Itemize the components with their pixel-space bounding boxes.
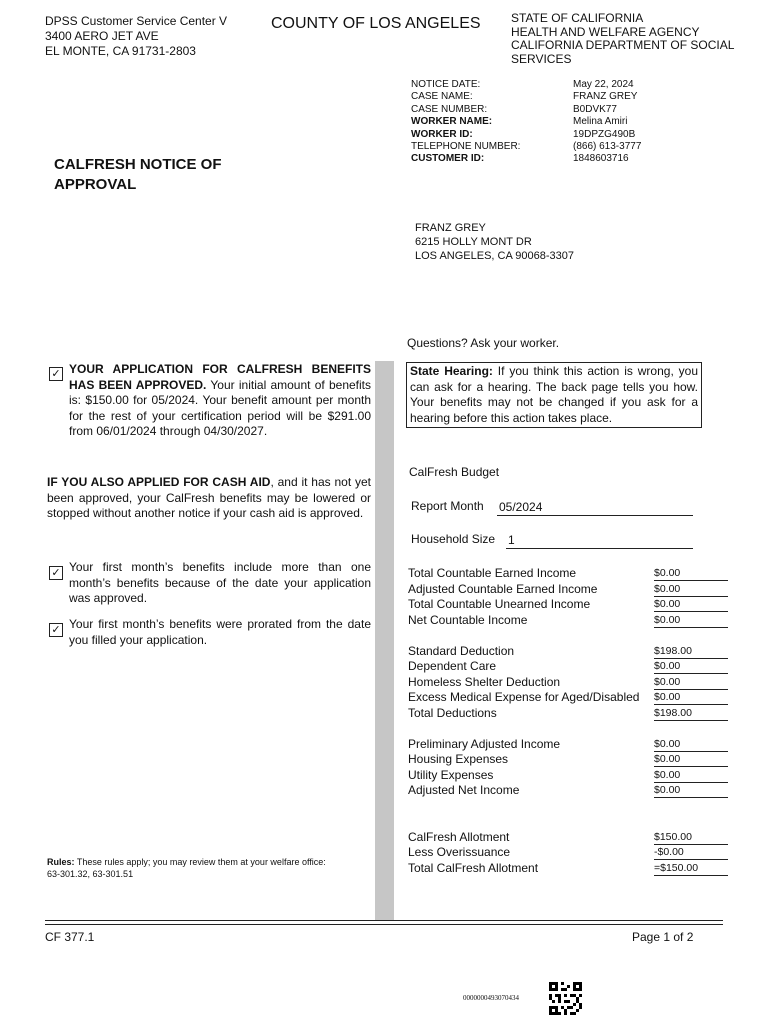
office-address (45, 14, 227, 59)
approval-text: Your initial amount of benefits is: $150.00 for 05/2024. Your benefit amount per month for the rest of your certification period will be $291.00 from 06/01/2024 through 04/30/2027. (69, 377, 371, 438)
meta-label: CUSTOMER ID: (411, 153, 485, 165)
budget-row-label: Standard Deduction (408, 644, 515, 658)
budget-row-value: $150.00 (654, 831, 728, 845)
barcode-number: 0000000493070434 (463, 994, 519, 1002)
household-size-value: 1 (506, 533, 693, 549)
budget-row-value: $0.00 (654, 753, 728, 767)
budget-row-value: $0.00 (654, 784, 728, 798)
budget-row-label: Housing Expenses (408, 752, 509, 766)
budget-row-value: $0.00 (654, 769, 728, 783)
budget-row-label: Net Countable Income (408, 613, 528, 627)
budget-row-value: $0.00 (654, 598, 728, 612)
meta-value: (866) 613-3777 (573, 141, 642, 153)
rules-line (47, 856, 326, 868)
budget-row-label: Adjusted Net Income (408, 783, 520, 797)
budget-row-label: Total Deductions (408, 706, 497, 720)
budget-row (408, 768, 728, 784)
budget-row (408, 830, 728, 846)
approval-heading: YOUR APPLICATION FOR CALFRESH BENEFITS HAS BEEN APPROVED. (69, 362, 371, 392)
meta-row-telephone (411, 141, 641, 153)
budget-row-label: Dependent Care (408, 659, 497, 673)
first-month-checkbox: ✓ (49, 566, 63, 580)
form-number: CF 377.1 (45, 930, 95, 944)
rules-heading: Rules: (47, 857, 75, 867)
budget-row-label: Homeless Shelter Deduction (408, 675, 561, 689)
rules-note (47, 856, 326, 880)
office-city: EL MONTE, CA 91731-2803 (45, 44, 196, 58)
meta-row-case-name (411, 91, 641, 103)
notice-title (54, 155, 222, 194)
county-name: COUNTY OF LOS ANGELES (271, 15, 481, 32)
budget-row-label: Preliminary Adjusted Income (408, 737, 561, 751)
notice-metadata (411, 79, 641, 166)
meta-label: TELEPHONE NUMBER: (411, 141, 521, 153)
budget-row (408, 783, 728, 799)
prorated-checkbox: ✓ (49, 623, 63, 637)
meta-value: FRANZ GREY (573, 91, 638, 103)
budget-row-label: Less Overissuance (408, 845, 511, 859)
meta-value: 19DPZG490B (573, 128, 636, 140)
meta-row-case-number (411, 104, 641, 116)
budget-row (408, 613, 728, 629)
budget-row-value: $0.00 (654, 738, 728, 752)
department-name: CALIFORNIA DEPARTMENT OF SOCIAL SERVICES (511, 38, 734, 66)
approval-paragraph (69, 362, 371, 440)
meta-row-notice-date (411, 79, 641, 91)
office-name: DPSS Customer Service Center V (45, 14, 228, 28)
state-hearing-heading: State Hearing: (410, 364, 493, 378)
meta-label: WORKER ID: (411, 128, 473, 140)
recipient-street: 6215 HOLLY MONT DR (415, 236, 532, 248)
questions-text: Questions? Ask your worker. (407, 336, 560, 350)
rules-codes: 63-301.32, 63-301.51 (47, 869, 134, 879)
meta-label: NOTICE DATE: (411, 79, 481, 90)
approval-checkbox: ✓ (49, 367, 63, 381)
budget-row (408, 737, 728, 753)
meta-row-worker-id (411, 129, 641, 141)
budget-row-value: =$150.00 (654, 862, 728, 876)
rules-text: These rules apply; you may review them at your welfare office: (74, 857, 326, 867)
first-month-paragraph: Your first month’s benefits include more than one month’s benefits because of the date your application was approved. (69, 560, 371, 605)
meta-value: May 22, 2024 (573, 79, 634, 90)
agency-name: HEALTH AND WELFARE AGENCY (511, 24, 700, 39)
budget-row (408, 582, 728, 598)
notice-title-line1: CALFRESH NOTICE OF (54, 156, 222, 173)
budget-row-label: Utility Expenses (408, 768, 494, 782)
meta-row-customer-id (411, 153, 641, 165)
footer-rule (45, 924, 723, 925)
budget-row (408, 752, 728, 768)
state-hearing-text: If you think this action is wrong, you can ask for a hearing. The back page tells you how. Your benefits may not be changed if you ask for a hearing before this action takes place. (410, 364, 699, 425)
meta-row-worker-name (411, 116, 641, 128)
budget-row (408, 706, 728, 722)
budget-title: CalFresh Budget (409, 465, 500, 479)
report-month-value: 05/2024 (497, 500, 693, 516)
budget-row-label: Total Countable Earned Income (408, 566, 577, 580)
household-size-label: Household Size (411, 532, 496, 546)
meta-label: CASE NUMBER: (411, 103, 488, 115)
report-month-label: Report Month (411, 499, 484, 513)
budget-row (408, 845, 728, 861)
notice-title-line2: APPROVAL (54, 175, 137, 193)
budget-row (408, 690, 728, 706)
meta-value: 1848603716 (573, 153, 629, 165)
column-divider (375, 361, 394, 921)
budget-row-label: Adjusted Countable Earned Income (408, 582, 598, 596)
budget-row (408, 597, 728, 613)
budget-row-label: Total CalFresh Allotment (408, 861, 539, 875)
prorated-paragraph: Your first month’s benefits were prorated from the date you filled your application. (69, 617, 371, 647)
qr-code-icon (549, 982, 582, 1015)
budget-row (408, 644, 728, 660)
cash-aid-paragraph (47, 475, 371, 522)
budget-row (408, 675, 728, 691)
budget-row (408, 861, 728, 877)
footer-rule (45, 920, 723, 921)
meta-value: Melina Amiri (573, 116, 628, 128)
recipient-address (415, 221, 574, 263)
meta-value: B0DVK77 (573, 103, 617, 115)
budget-row-value: $0.00 (654, 583, 728, 597)
cash-aid-heading: IF YOU ALSO APPLIED FOR CASH AID (47, 475, 271, 489)
meta-label: CASE NAME: (411, 91, 473, 103)
budget-row-label: Total Countable Unearned Income (408, 597, 591, 611)
meta-label: WORKER NAME: (411, 116, 493, 128)
state-name: STATE OF CALIFORNIA (511, 11, 644, 25)
budget-row-value: $198.00 (654, 707, 728, 721)
office-street: 3400 AERO JET AVE (45, 29, 159, 43)
budget-row-value: -$0.00 (654, 846, 728, 860)
budget-row-value: $0.00 (654, 567, 728, 581)
budget-row-label: CalFresh Allotment (408, 830, 510, 844)
cash-aid-text: , and it has not yet been approved, your CalFresh benefits may be lowered or stopped without another notice if your cash aid is approved. (47, 475, 372, 520)
state-agency (511, 12, 751, 66)
budget-row-value: $0.00 (654, 691, 728, 705)
recipient-city: LOS ANGELES, CA 90068-3307 (415, 250, 574, 262)
budget-row-value: $0.00 (654, 676, 728, 690)
state-hearing-box (406, 362, 702, 428)
budget-row (408, 566, 728, 582)
budget-row (408, 659, 728, 675)
budget-row-value: $198.00 (654, 645, 728, 659)
budget-row-label: Excess Medical Expense for Aged/Disabled (408, 690, 640, 704)
page-number: Page 1 of 2 (632, 930, 694, 944)
budget-row-value: $0.00 (654, 660, 728, 674)
recipient-name: FRANZ GREY (415, 222, 486, 234)
budget-row-value: $0.00 (654, 614, 728, 628)
